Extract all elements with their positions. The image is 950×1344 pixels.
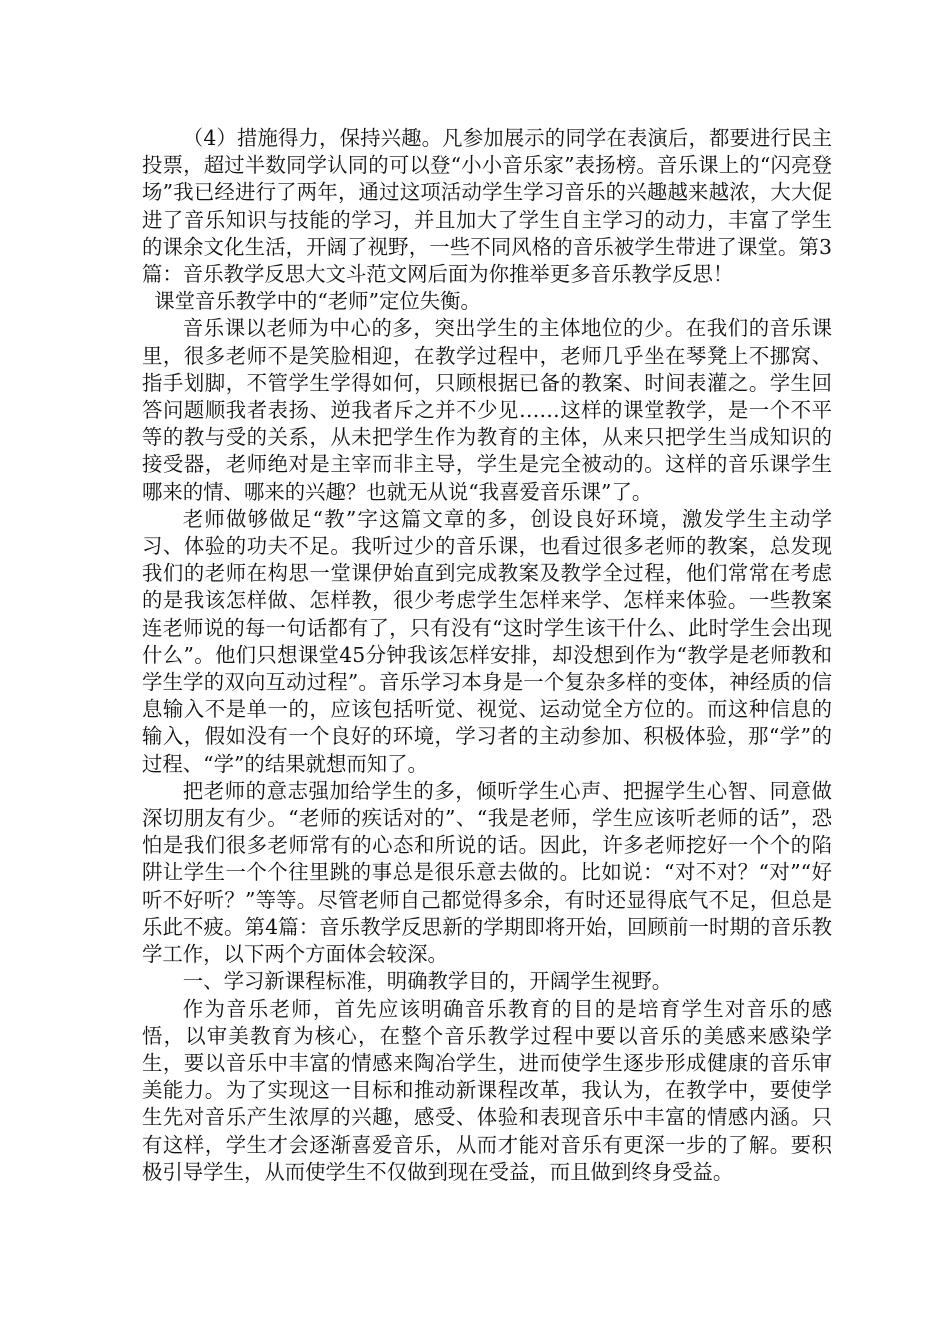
paragraph-music-education-goal: 作为音乐老师，首先应该明确音乐教育的目的是培育学生对音乐的感悟，以审美教育为核心，在整个音乐教学过程中要以音乐的美感来感染学生，要以音乐中丰富的情感来陶冶学生，进而使学生逐步形成健康的音乐审美能力。为了实现这一目标和推动新课程改革，我认为，在教学中，要使学生先对音乐产生浓厚的兴趣，感受、体验和表现音乐中丰富的情感内涵。只有这样，学生才会逐渐喜爱音乐，从而才能对音乐有更深一步的了解。要积极引导学生，从而使学生不仅做到现在受益，而且做到终身受益。 xyxy=(142,996,832,1184)
paragraph-teacher-centered: 音乐课以老师为中心的多，突出学生的主体地位的少。在我们的音乐课里，很多老师不是笑脸相迎，在教学过程中，老师几乎坐在琴凳上不挪窝、指手划脚，不管学生学得如何，只顾根据已备的教案、时间表灌之。学生回答问题顺我者表扬、逆我者斥之并不少见……这样的课堂教学，是一个不平等的教与受的关系，从未把学生作为教育的主体，从来只把学生当成知识的接受器，老师绝对是主宰而非主导，学生是完全被动的。这样的音乐课学生哪来的情、哪来的兴趣？也就无从说“我喜爱音乐课”了。 xyxy=(142,316,832,504)
paragraph-teaching-environment: 老师做够做足“教”字这篇文章的多，创设良好环境，激发学生主动学习、体验的功夫不足。我听过少的音乐课，也看过很多老师的教案，总发现我们的老师在构思一堂课伊始直到完成教案及教学全过程，他们常常在考虑的是我该怎样做、怎样教，很少考虑学生怎样来学、怎样来体验。一些教案连老师说的每一句话都有了，只有没有“这时学生该干什么、此时学生会出现什么”。他们只想课堂45分钟我该怎样安排，却没想到作为“教学是老师教和学生学的双向互动过程”。音乐学习本身是一个复杂多样的变体，神经质的信息输入不是单一的，应该包括听觉、视觉、运动觉全方位的。而这种信息的输入，假如没有一个良好的环境，学习者的主动参加、积极体验，那“学”的过程、“学”的结果就想而知了。 xyxy=(142,506,832,776)
document-body xyxy=(142,125,832,1186)
paragraph-heading-teacher-role: 课堂音乐教学中的“老师”定位失衡。 xyxy=(154,289,481,314)
paragraph-teacher-will: 把老师的意志强加给学生的多，倾听学生心声、把握学生心智、同意做深切朋友有少。“老师的疾话对的”、“我是老师，学生应该听老师的话”，恐怕是我们很多老师常有的心态和所说的话。因此，许多老师挖好一个个的陷阱让学生一个个往里跳的事总是很乐意去做的。比如说：“对不对？“对”“好听不好听？”等等。尽管老师自己都觉得多余，有时还显得底气不足，但总是乐此不疲。第4篇：音乐教学反思新的学期即将开始，回顾前一时期的音乐教学工作，以下两个方面体会较深。 xyxy=(142,778,832,967)
paragraph-heading-new-curriculum: 一、学习新课程标准，明确教学目的，开阔学生视野。 xyxy=(182,969,673,994)
paragraph-measures: （4）措施得力，保持兴趣。凡参加展示的同学在表演后，都要进行民主投票，超过半数同学认同的可以登“小小音乐家”表扬榜。音乐课上的“闪亮登场”我已经进行了两年，通过这项活动学生学习音乐的兴趣越来越浓，大大促进了音乐知识与技能的学习，并且加大了学生自主学习的动力，丰富了学生的课余文化生活，开阔了视野，一些不同风格的音乐被学生带进了课堂。第3篇：音乐教学反思大文斗范文网后面为你推举更多音乐教学反思！ xyxy=(142,126,832,287)
